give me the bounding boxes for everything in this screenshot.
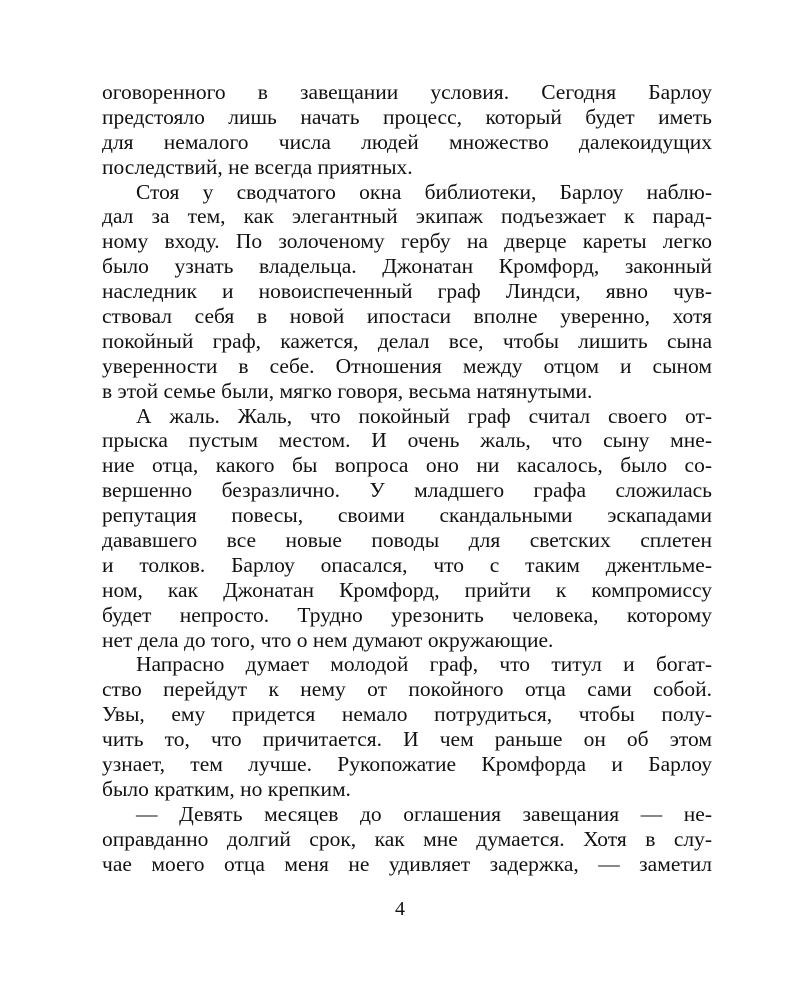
text-line-10: ствовал себя в новой ипостаси вполне уверенно, хотя <box>102 304 712 329</box>
text-line-31: оправданно долгий срок, как мне думается. Хотя в слу- <box>102 826 712 851</box>
text-line-22: будет непросто. Трудно урезонить человека, которому <box>102 602 712 627</box>
text-line-25: ство перейдут к нему от покойного отца сами собой. <box>102 677 712 702</box>
text-line-32: чае моего отца меня не удивляет задержка, — заметил <box>102 851 712 876</box>
text-line-20: и толков. Барлоу опасался, что с таким джентльме- <box>102 552 712 577</box>
text-line-12: уверенности в себе. Отношения между отцом и сыном <box>102 353 712 378</box>
page-body <box>102 80 712 877</box>
text-line-17: вершенно безразлично. У младшего графа сложилась <box>102 478 712 503</box>
text-line-21: ном, как Джонатан Кромфорд, прийти к компромиссу <box>102 577 712 602</box>
page-number: 4 <box>395 898 405 920</box>
text-line-28: узнает, тем лучше. Рукопожатие Кромфорда и Барлоу <box>102 752 712 777</box>
text-line-29: было кратким, но крепким. <box>102 776 351 801</box>
text-line-16: ние отца, какого бы вопроса оно ни касалось, было со- <box>102 453 712 478</box>
text-line-9: наследник и новоиспеченный граф Линдси, явно чув- <box>102 279 712 304</box>
text-line-26: Увы, ему придется немало потрудиться, чтобы полу- <box>102 702 712 727</box>
text-line-15: прыска пустым местом. И очень жаль, что сыну мне- <box>102 428 712 453</box>
text-line-4: последствий, не всегда приятных. <box>102 154 413 179</box>
text-line-2: предстояло лишь начать процесс, который будет иметь <box>102 104 712 129</box>
text-line-1: оговоренного в завещании условия. Сегодня Барлоу <box>102 80 712 104</box>
text-line-14: А жаль. Жаль, что покойный граф считал своего от- <box>136 403 712 428</box>
text-line-13: в этой семье были, мягко говоря, весьма натянутыми. <box>102 378 593 403</box>
text-line-3: для немалого числа людей множество далекоидущих <box>102 129 712 154</box>
text-line-19: дававшего все новые поводы для светских сплетен <box>102 528 712 553</box>
text-line-23: нет дела до того, что о нем думают окружающие. <box>102 627 554 652</box>
text-line-8: было узнать владельца. Джонатан Кромфорд, законный <box>102 254 712 279</box>
text-line-5: Стоя у сводчатого окна библиотеки, Барлоу наблю- <box>136 179 712 204</box>
text-line-11: покойный граф, кажется, делал все, чтобы лишить сына <box>102 328 712 353</box>
text-line-6: дал за тем, как элегантный экипаж подъезжает к парад- <box>102 204 712 229</box>
text-line-24: Напрасно думает молодой граф, что титул и богат- <box>136 652 712 677</box>
text-line-30: — Девять месяцев до оглашения завещания — не- <box>136 801 712 826</box>
text-line-27: чить то, что причитается. И чем раньше он об этом <box>102 727 712 752</box>
text-line-7: ному входу. По золоченому гербу на дверце кареты легко <box>102 229 712 254</box>
text-line-18: репутация повесы, своими скандальными эскападами <box>102 503 712 528</box>
